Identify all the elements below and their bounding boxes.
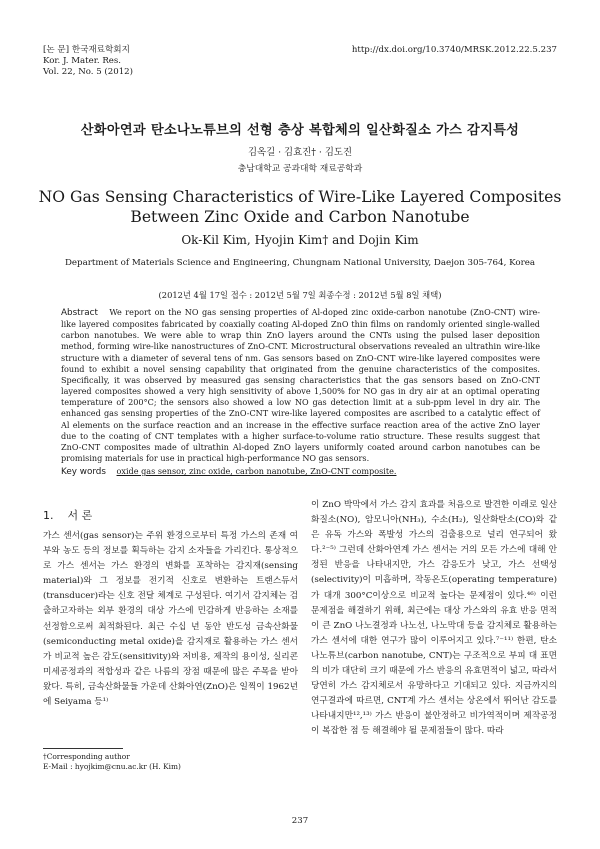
journal-header bbox=[43, 45, 133, 79]
affiliation-english: Department of Materials Science and Engineering, Chungnam National University, Daejon 305-764, Korea bbox=[64, 258, 536, 268]
footnote-rule bbox=[43, 748, 123, 749]
title-english-line2: Between Zinc Oxide and Carbon Nanotube bbox=[130, 208, 470, 226]
body-right-column: 이 ZnO 박막에서 가스 감지 효과를 처음으로 발견한 이래로 일산화질소(NO), 암모니아(NH₃), 수소(H₂), 일산화탄소(CO)와 같은 유독 가스와 폭발성 가스의 검출용으로 널리 연구되어 왔다.²⁻⁵⁾ 그런데 산화아연계 가스 센서는 거의 모든 가스에 대해 안정된 반응을 나타내지만, 가스 감응도가 낮고, 가스 선택성(selectivity)이 미흡하며, 작동온도(operating temperature)가 대개 300°C이상으로 비교적 높다는 문제점이 있다.⁴⁶⁾ 이런 문제점을 해결하기 위해, 최근에는 대상 가스와의 유효 반응 면적이 큰 ZnO 나노결정과 나노선, 나노막대 등을 감지체로 활용하는 가스 센서에 대한 연구가 많이 이루어지고 있다.⁷⁻¹¹⁾ 한편, 탄소나노튜브(carbon nanotube, CNT)는 구조적으로 부피 대 표면의 비가 대단히 크기 때문에 가스 반응의 유효면적이 넓고, 따라서 당연히 가스 감지체로서 유망하다고 기대되고 있다. 지금까지의 연구결과에 따르면, CNT계 가스 센서는 상온에서 뛰어난 감도를 나타내지만¹²,¹³⁾ 가스 반응이 불안정하고 비가역적이며 제작공정이 복잡한 점 등 해결해야 될 문제점들이 많다. 따라 bbox=[311, 500, 557, 737]
title-korean: 산화아연과 탄소나노튜브의 선형 층상 복합체의 일산화질소 가스 감지특성 bbox=[80, 123, 520, 138]
section-heading bbox=[43, 507, 106, 523]
page-number: 237 bbox=[291, 816, 309, 826]
journal-name-en: Kor. J. Mater. Res. bbox=[43, 56, 122, 67]
authors-english: Ok-Kil Kim, Hyojin Kim† and Dojin Kim bbox=[181, 233, 419, 247]
doi-link[interactable]: http://dx.doi.org/10.3740/MRSK.2012.22.5.237 bbox=[351, 45, 557, 55]
section-number: 1. bbox=[43, 509, 54, 522]
body-left-column: 가스 센서(gas sensor)는 주위 환경으로부터 특정 가스의 존재 여부와 농도 등의 정보를 획득하는 감지 소자들을 가리킨다. 통상적으로 가스 센서는 가스 환경의 변화를 포착하는 감지재(sensing material)와 그 정보를 전기적 신호로 변환하는 트랜스듀서(transducer)라는 신호 전달 체계로 구성된다. 여기서 감지체는 검출하고자하는 외부 환경의 대상 가스에 민감하게 반응하는 소재를 선정함으로써 최적화된다. 최근 수십 년 동안 반도성 금속산화물(semiconducting metal oxide)을 감지재로 활용하는 가스 센서가 비교적 높은 감도(sensitivity)와 저비용, 제작의 용이성, 실리콘 미세공정과의 적합성과 같은 나름의 장점 때문에 많은 주목을 받아왔다. 특히, 금속산화물들 가운데 산화아연(ZnO)은 일찍이 1962년에 Seiyama 등¹⁾ bbox=[43, 531, 298, 708]
abstract bbox=[61, 307, 540, 464]
title-english bbox=[0, 187, 600, 227]
section-title: 서 론 bbox=[67, 509, 93, 522]
keywords-label: Key words bbox=[61, 467, 106, 477]
authors-korean: 김옥길 · 김효진† · 김도진 bbox=[247, 147, 353, 158]
journal-name-ko: [논 문] 한국재료학회지 bbox=[43, 45, 130, 55]
journal-volume: Vol. 22, No. 5 (2012) bbox=[43, 67, 133, 78]
title-english-line1: NO Gas Sensing Characteristics of Wire-Like Layered Composites bbox=[38, 188, 562, 206]
keywords-list: oxide gas sensor, zinc oxide, carbon nanotube, ZnO-CNT composite. bbox=[116, 466, 397, 476]
received-dates: (2012년 4월 17일 접수 : 2012년 5월 7일 최종수정 : 2012년 5월 8일 채택) bbox=[158, 290, 442, 300]
abstract-text: We report on the NO gas sensing properties of Al-doped zinc oxide-carbon nanotube (ZnO-CNT) wire-like layered composites fabricated by coaxially coating Al-doped ZnO thin films on randomly oriented single-walled carbon nanotubes. We were able to wrap thin ZnO layers around the CNTs using the pulsed laser deposition method, forming wire-like nanostructures of ZnO-CNT. Microstructural observations revealed an ultrathin wire-like structure with a diameter of several tens of nm. Gas sensors based on ZnO-CNT wire-like layered composites were found to exhibit a novel sensing capability that originated from the genuine characteristics of the composites. Specifically, it was observed by measured gas sensing characteristics that the gas sensors based on ZnO-CNT layered composites showed a very high sensitivity of above 1,500% for NO gas in dry air at an optimal operating temperature of 200°C; the sensors also showed a low NO gas detection limit at a sub-ppm level in dry air. The enhanced gas sensing properties of the ZnO-CNT wire-like layered composites are ascribed to a catalytic effect of Al elements on the surface reaction and an increase in the effective surface reaction area of the active ZnO layer due to the coating of CNT templates with a higher surface-to-volume ratio structure. These results suggest that ZnO-CNT composites made of ultrathin Al-doped ZnO layers uniformly coated around carbon nanotubes can be promising materials for use in practical high-performance NO gas sensors. bbox=[61, 307, 541, 464]
affiliation-korean: 충남대학교 공과대학 재료공학과 bbox=[237, 164, 363, 174]
footnote bbox=[43, 752, 181, 773]
abstract-label: Abstract bbox=[61, 308, 98, 318]
footnote-corresponding: †Corresponding author bbox=[43, 752, 130, 761]
keywords bbox=[61, 466, 396, 477]
footnote-email[interactable]: E-Mail : hyojkim@cnu.ac.kr (H. Kim) bbox=[43, 762, 181, 772]
